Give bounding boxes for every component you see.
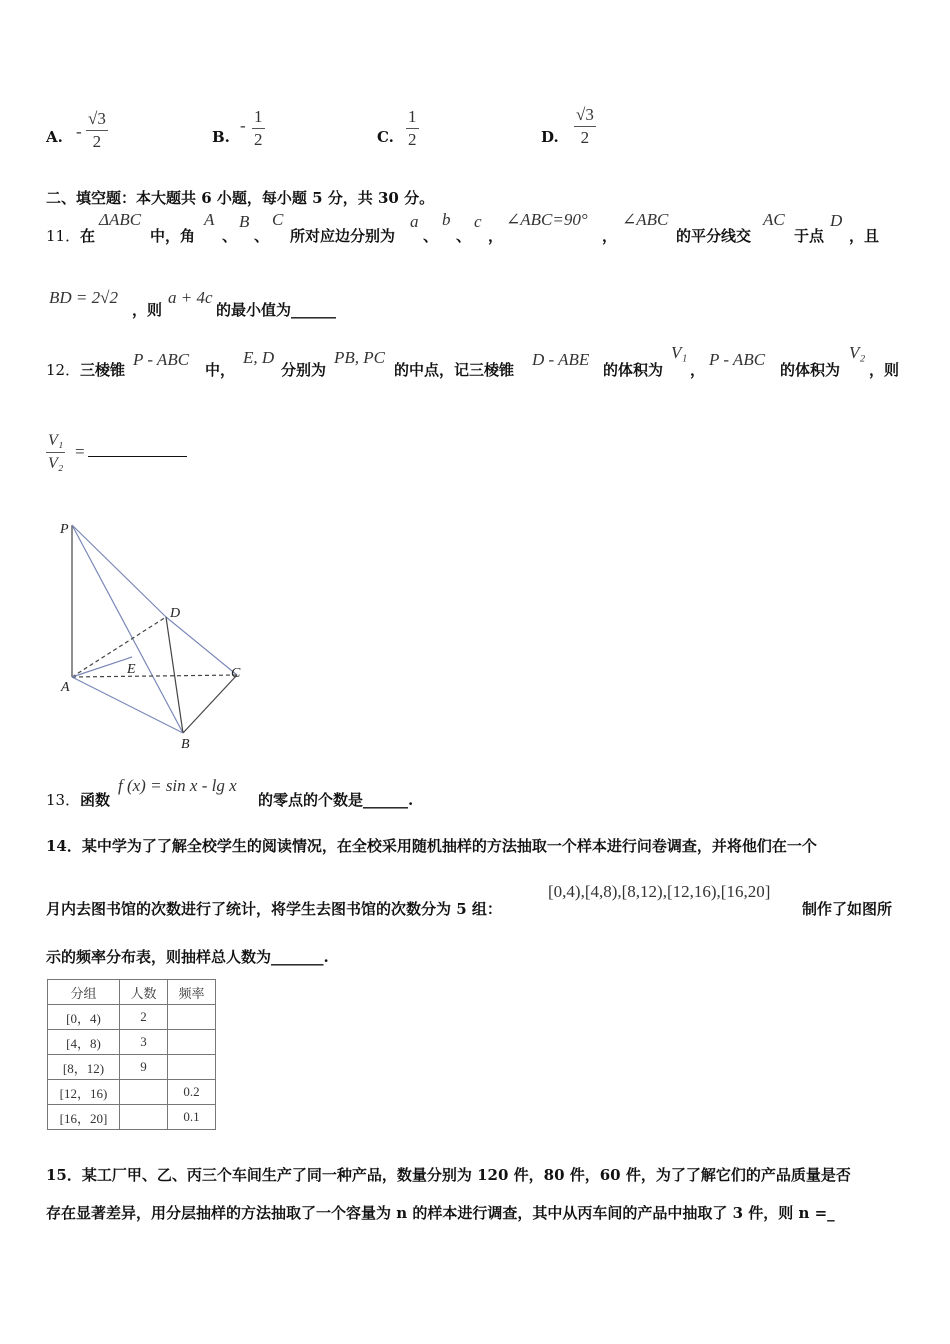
q12-math: D - ABE <box>532 350 590 369</box>
option-b-sign: - <box>240 116 246 135</box>
q12-math: E, D <box>243 348 275 367</box>
q14-line-2b: 制作了如图所 <box>802 900 893 918</box>
option-d-label: D. <box>541 128 559 146</box>
q11-answer-blank: 的最小值为______ <box>216 301 337 319</box>
table-cell: [4，8) <box>48 1030 120 1055</box>
option-a-sign: - <box>76 122 82 141</box>
table-row <box>48 1030 216 1055</box>
q11-text: 、 <box>222 227 238 245</box>
q11-number: 11． <box>46 227 81 245</box>
q12-ratio-fraction: $\frac{\text{V₁}}{\text{V₂}}$ <box>48 432 64 472</box>
section-heading: 二、填空题：本大题共 6 小题，每小题 5 分，共 30 分。 <box>46 189 435 207</box>
table-cell: [16，20] <box>48 1105 120 1130</box>
option-c-label: C. <box>377 128 394 146</box>
q11-math: a + 4c <box>168 288 213 307</box>
table-row <box>48 1080 216 1105</box>
table-cell <box>168 1030 216 1055</box>
table-header: 人数 <box>120 980 168 1005</box>
q11-math: ∠ABC <box>622 210 669 229</box>
q12-math: V₂ <box>849 343 866 362</box>
q11-math: ∠ABC=90° <box>506 210 588 229</box>
q14-groups-math: [0,4),[4,8),[8,12),[12,16),[16,20] <box>548 882 771 901</box>
table-cell: 3 <box>120 1030 168 1055</box>
q12-text: 的体积为 <box>603 361 664 379</box>
q14-line-3: 示的频率分布表，则抽样总人数为_______. <box>46 948 329 966</box>
q11-math: a <box>410 212 419 231</box>
q12-math: P - ABC <box>133 350 190 369</box>
table-row <box>48 1105 216 1130</box>
label-c: C <box>231 666 241 681</box>
table-cell: [0，4) <box>48 1005 120 1030</box>
q11-math: BD = 2√2 <box>49 288 118 307</box>
table-cell: 2 <box>120 1005 168 1030</box>
frequency-table <box>47 979 216 1130</box>
q13-math: f (x) = sin x - lg x <box>118 776 237 795</box>
q12-text: ，则 <box>869 361 900 379</box>
q14-line-1: 14．某中学为了了解全校学生的阅读情况，在全校采用随机抽样的方法抽取一个样本进行问卷调查，并将他们在一个 <box>46 837 817 855</box>
q13-text: 函数 <box>80 791 111 809</box>
q11-math: b <box>442 210 451 229</box>
q11-math: ΔABC <box>99 210 142 229</box>
option-c-fraction: $\frac{1}{2}$ <box>408 107 417 149</box>
q11-text: ， <box>602 227 618 245</box>
option-a-fraction: $\frac{√3}{2}$ <box>88 109 106 151</box>
q11-text: ，则 <box>132 301 163 319</box>
edge-ad-dashed <box>72 617 166 677</box>
option-b-label: B. <box>212 128 230 146</box>
q11-text: 、 <box>254 227 270 245</box>
q12-number: 12． <box>46 361 81 379</box>
table-row <box>48 1005 216 1030</box>
tetrahedron-figure <box>40 505 260 755</box>
q11-text: 的平分线交 <box>676 227 752 245</box>
q15-line-2: 存在显著差异，用分层抽样的方法抽取了一个容量为 n 的样本进行调查，其中从丙车间的产品中抽取了 3 件，则 n =_ <box>46 1204 835 1222</box>
q11-math: D <box>830 211 843 230</box>
table-cell <box>168 1055 216 1080</box>
table-cell: 9 <box>120 1055 168 1080</box>
edge-bc <box>183 675 237 733</box>
q12-text: 分别为 <box>281 361 327 379</box>
edge-db <box>166 617 183 733</box>
label-p: P <box>60 522 69 537</box>
edge-pb <box>72 525 183 733</box>
option-b-fraction: $\frac{1}{2}$ <box>254 107 263 149</box>
label-a: A <box>61 680 70 695</box>
table-cell: 0.1 <box>168 1105 216 1130</box>
q13-number: 13． <box>46 791 81 809</box>
table-row <box>48 1055 216 1080</box>
q11-math: C <box>272 210 284 229</box>
q12-math: PB, PC <box>334 348 385 367</box>
edge-ac-dashed <box>72 675 237 677</box>
table-cell <box>120 1105 168 1130</box>
q15-line-1: 15．某工厂甲、乙、丙三个车间生产了同一种产品，数量分别为 120 件，80 件，60 件，为了了解它们的产品质量是否 <box>46 1166 851 1184</box>
q12-text: 三棱锥 <box>80 361 126 379</box>
edge-dc <box>166 617 237 675</box>
table-cell: 0.2 <box>168 1080 216 1105</box>
q12-text: 的体积为 <box>780 361 841 379</box>
q12-equals: = <box>75 442 85 461</box>
q11-text: 在 <box>80 227 96 245</box>
q14-line-2: 月内去图书馆的次数进行了统计，将学生去图书馆的次数分为 5 组： <box>46 900 502 918</box>
table-cell <box>168 1005 216 1030</box>
q11-math: A <box>204 210 215 229</box>
edge-ae <box>72 657 132 677</box>
q11-text: ，且 <box>849 227 880 245</box>
table-header: 分组 <box>48 980 120 1005</box>
q12-math: P - ABC <box>709 350 766 369</box>
q12-text: ， <box>690 361 706 379</box>
option-a-label: A. <box>46 128 63 146</box>
option-d-fraction: $\frac{√3}{2}$ <box>576 105 594 147</box>
q11-text: 所对应边分别为 <box>290 227 396 245</box>
q11-text: 于点 <box>794 227 825 245</box>
q11-text: ， <box>488 227 504 245</box>
edge-pd <box>72 525 166 617</box>
edge-ab <box>72 677 183 733</box>
table-cell: [12，16) <box>48 1080 120 1105</box>
q11-math: c <box>474 212 482 231</box>
q11-math: AC <box>763 210 785 229</box>
label-d: D <box>170 606 181 621</box>
q11-text: 、 <box>456 227 472 245</box>
label-b: B <box>181 737 190 752</box>
q12-math: V₁ <box>671 343 688 362</box>
table-header-row <box>48 980 216 1005</box>
q11-math: B <box>239 212 250 231</box>
q11-text: 中，角 <box>150 227 196 245</box>
table-cell <box>120 1080 168 1105</box>
q11-text: 、 <box>423 227 439 245</box>
q12-text: 中， <box>205 361 236 379</box>
q12-text: 的中点，记三棱锥 <box>394 361 515 379</box>
table-cell: [8，12) <box>48 1055 120 1080</box>
label-e: E <box>127 662 136 677</box>
q13-answer-blank: 的零点的个数是______. <box>258 791 414 809</box>
q12-answer-blank <box>88 456 187 457</box>
table-header: 频率 <box>168 980 216 1005</box>
